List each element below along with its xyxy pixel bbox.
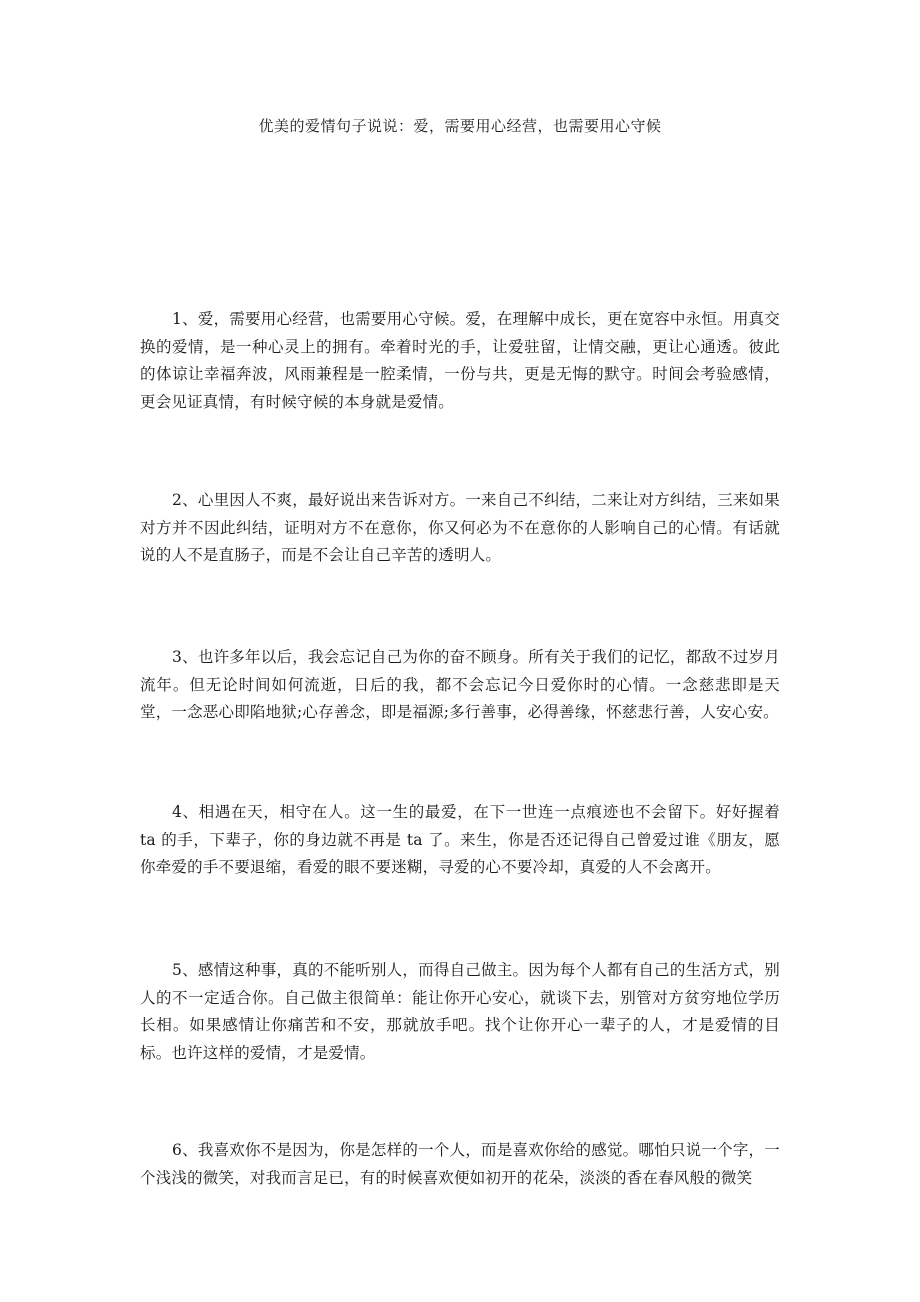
paragraph-6: 6、我喜欢你不是因为，你是怎样的一个人，而是喜欢你给的感觉。哪怕只说一个字，一个浅浅的微笑，对我而言足已，有的时候喜欢便如初开的花朵，淡淡的香在春风般的微笑 xyxy=(140,1141,780,1187)
paragraph-3: 3、也许多年以后，我会忘记自己为你的奋不顾身。所有关于我们的记忆，都敌不过岁月流年。但无论时间如何流逝，日后的我，都不会忘记今日爱你时的心情。一念慈悲即是天堂，一念恶心即陷地狱;心存善念，即是福源;多行善事，必得善缘，怀慈悲行善，人安心安。 xyxy=(140,648,780,721)
paragraph-1: 1、爱，需要用心经营，也需要用心守候。爱，在理解中成长，更在宽容中永恒。用真交换的爱情，是一种心灵上的拥有。牵着时光的手，让爱驻留，让情交融，更让心通透。彼此的体谅让幸福奔波，风雨兼程是一腔柔情，一份与共，更是无悔的默守。时间会考验感情，更会见证真情，有时候守候的本身就是爱情。 xyxy=(140,310,780,411)
paragraph-2: 2、心里因人不爽，最好说出来告诉对方。一来自己不纠结，二来让对方纠结，三来如果对方并不因此纠结，证明对方不在意你，你又何必为不在意你的人影响自己的心情。有话就说的人不是直肠子，而是不会让自己辛苦的透明人。 xyxy=(140,491,780,564)
document-title: 优美的爱情句子说说：爱，需要用心经营，也需要用心守候 xyxy=(258,117,662,135)
paragraph-5: 5、感情这种事，真的不能听别人，而得自己做主。因为每个人都有自己的生活方式，别人的不一定适合你。自己做主很简单：能让你开心安心，就谈下去，别管对方贫穷地位学历长相。如果感情让你痛苦和不安，那就放手吧。找个让你开心一辈子的人，才是爱情的目标。也许这样的爱情，才是爱情。 xyxy=(140,961,780,1062)
paragraph-4: 4、相遇在天，相守在人。这一生的最爱，在下一世连一点痕迹也不会留下。好好握着 ta 的手，下辈子，你的身边就不再是 ta 了。来生，你是否还记得自己曾爱过谁《朋友，愿你牵爱的手不要退缩，看爱的眼不要迷糊，寻爱的心不要冷却，真爱的人不会离开。 xyxy=(140,803,780,876)
